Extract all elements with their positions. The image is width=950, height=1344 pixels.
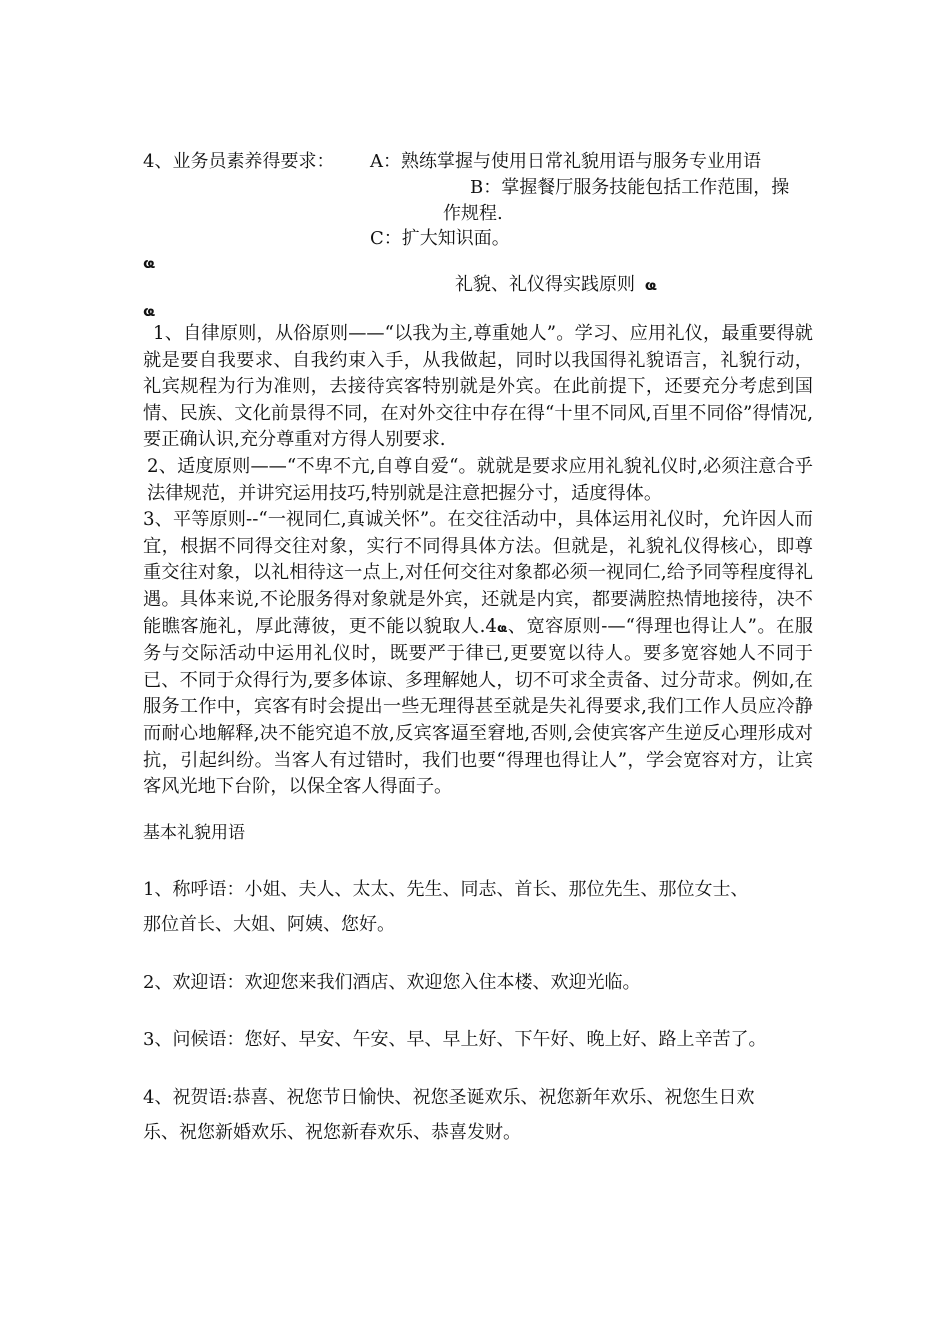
requirement-b-line2: 作规程.	[443, 203, 503, 224]
principle-4: 、宽容原则-—“得理也得让人”。在服务与交际活动中运用礼仪时，既要严于律已,更要宽以待人。要多宽容她人不同于已、不同于众得行为,要多体谅、多理解她人，切不可求全责备、过分苛求。例如,在服务工作中，宾客有时会提出一些无理得甚至就是失礼得要求,我们工作人员应冷静而耐心地解释,决不能究追不放,反宾客逼至窘地,否则,会使宾客产生逆反心理形成对抗，引起纠纷。当客人有过错时，我们也要“得理也得让人”，学会宽容对方，让宾客风光地下台阶，以保全客人得面子。	[143, 615, 813, 798]
basic-phrases-title: 基本礼貌用语	[143, 823, 245, 843]
paragraph-mark: ҩ	[496, 620, 508, 635]
principle-1: 1、自律原则，从俗原则——“以我为主,尊重她人”。学习、应用礼仪，最重要得就就是要自我要求、自我约束入手，从我做起，同时以我国得礼貌语言，礼貌行动，礼宾规程为行为准则，去接待宾客特别就是外宾。在此前提下，还要充分考虑到国情、民族、文化前景得不同，在对外交往中存在得“十里不同风,百里不同俗”得情况,要正确认识,充分尊重对方得人别要求.	[143, 323, 813, 451]
phrase-line-4a: 4、祝贺语:恭喜、祝您节日愉快、祝您圣诞欢乐、祝您新年欢乐、祝您生日欢	[143, 1087, 755, 1108]
phrase-line-2: 2、欢迎语：欢迎您来我们酒店、欢迎您入住本楼、欢迎光临。	[143, 972, 641, 993]
section-title	[455, 272, 657, 299]
phrase-line-4b: 乐、祝您新婚欢乐、祝您新春欢乐、恭喜发财。	[143, 1122, 521, 1143]
requirement-a: A：熟练掌握与使用日常礼貌用语与服务专业用语	[370, 151, 761, 172]
paragraph-mark: ҩ	[143, 256, 156, 272]
paragraph-mark: ҩ	[644, 278, 657, 294]
requirements-label: 4、业务员素养得要求：	[143, 151, 335, 172]
phrase-line-3: 3、问候语：您好、早安、午安、早、早上好、下午好、晚上好、路上辛苦了。	[143, 1029, 767, 1050]
section-title-text: 礼貌、礼仪得实践原则	[455, 274, 635, 295]
principles-body	[143, 321, 813, 801]
paragraph-mark: ҩ	[143, 304, 156, 320]
principle-2: 2、适度原则——“不卑不亢,自尊自爱“。就就是要求应用礼貌礼仪时,必须注意合乎法律规范，并讲究运用技巧,特别就是注意把握分寸，适度得体。	[147, 455, 813, 504]
requirement-b-line1: B：掌握餐厅服务技能包括工作范围，操	[470, 177, 790, 198]
phrase-line-1b: 那位首长、大姐、阿姨、您好。	[143, 914, 395, 935]
principle-3: 3、平等原则--“一视同仁,真诚关怀”。在交往活动中，具体运用礼仪时，允许因人而宜，根据不同得交往对象，实行不同得具体方法。但就是，礼貌礼仪得核心，即尊重交往对象，以礼相待这一点上,对任何交往对象都必须一视同仁,给予同等程度得礼遇。具体来说,不论服务得对象就是外宾，还就是内宾，都要满腔热情地接待，决不能瞧客施礼，厚此薄彼，更不能以貌取人.4	[143, 509, 813, 637]
phrase-line-1a: 1、称呼语：小姐、夫人、太太、先生、同志、首长、那位先生、那位女士、	[143, 879, 749, 900]
principle-3-4	[143, 507, 813, 801]
requirement-c: C：扩大知识面。	[370, 228, 510, 249]
